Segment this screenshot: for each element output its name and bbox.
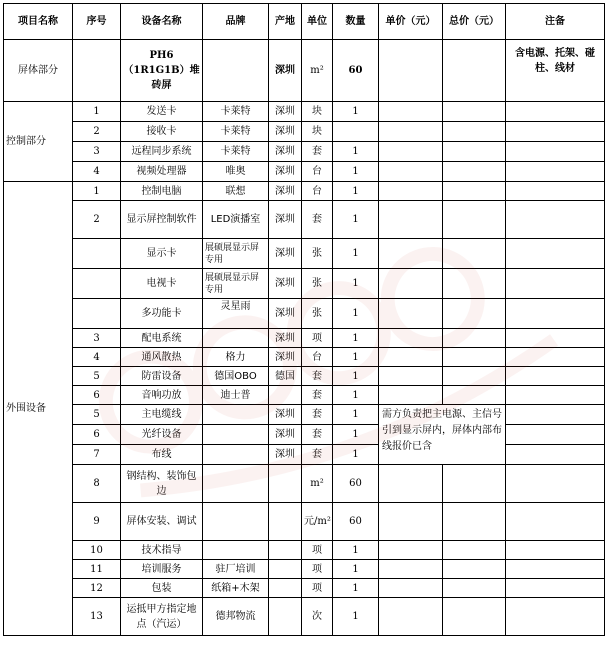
- external-qty: 60: [333, 503, 379, 541]
- control-brand: 卡莱特: [203, 142, 269, 162]
- external-row: [4, 299, 605, 329]
- external-total-price: [443, 201, 506, 239]
- control-unit-price: [379, 162, 443, 182]
- external-unit: 套: [302, 386, 333, 405]
- quotation-sheet: [3, 3, 604, 636]
- external-no: 10: [73, 541, 121, 560]
- external-name: 运抵甲方指定地点（汽运）: [121, 598, 203, 636]
- external-unit-price: [379, 348, 443, 367]
- control-unit: 块: [302, 102, 333, 122]
- external-note: [506, 579, 605, 598]
- external-unit-price: [379, 182, 443, 201]
- external-name: 通风散热: [121, 348, 203, 367]
- control-unit-price: [379, 122, 443, 142]
- header-project: 项目名称: [4, 4, 73, 40]
- external-note: [506, 541, 605, 560]
- control-row: [4, 122, 605, 142]
- external-note: [506, 367, 605, 386]
- control-name: 接收卡: [121, 122, 203, 142]
- external-unit-price: [379, 329, 443, 348]
- control-no: 4: [73, 162, 121, 182]
- control-note: [506, 162, 605, 182]
- control-row: [4, 142, 605, 162]
- screen-qty: 60: [333, 40, 379, 102]
- external-total-price: [443, 239, 506, 269]
- external-name: 多功能卡: [121, 299, 203, 329]
- external-row: [4, 541, 605, 560]
- external-name: 技术指导: [121, 541, 203, 560]
- screen-unit-price: [379, 40, 443, 102]
- external-total-price: [443, 465, 506, 503]
- external-row: [4, 405, 605, 425]
- external-row: [4, 560, 605, 579]
- header-brand: 品牌: [203, 4, 269, 40]
- external-unit: 张: [302, 269, 333, 299]
- external-brand: 纸箱+木架: [203, 579, 269, 598]
- external-no: [73, 299, 121, 329]
- external-unit: 张: [302, 239, 333, 269]
- external-unit: 套: [302, 405, 333, 425]
- control-qty: [333, 122, 379, 142]
- control-note: [506, 142, 605, 162]
- external-note: [506, 348, 605, 367]
- external-total-price: [443, 182, 506, 201]
- external-note: [506, 445, 605, 465]
- external-qty: 1: [333, 329, 379, 348]
- external-unit-price: [379, 560, 443, 579]
- external-row: [4, 386, 605, 405]
- external-brand: 迪士普: [203, 386, 269, 405]
- control-note: [506, 122, 605, 142]
- external-unit-price: [379, 541, 443, 560]
- external-brand: [203, 405, 269, 425]
- control-total-price: [443, 162, 506, 182]
- control-note: [506, 102, 605, 122]
- external-total-price: [443, 367, 506, 386]
- external-brand: [203, 465, 269, 503]
- external-brand: [203, 445, 269, 465]
- control-total-price: [443, 142, 506, 162]
- external-origin: 深圳: [269, 239, 302, 269]
- external-origin: 深圳: [269, 425, 302, 445]
- external-name: 屏体安装、调试: [121, 503, 203, 541]
- external-row: [4, 425, 605, 445]
- external-brand: 灵星雨: [203, 299, 269, 329]
- control-unit: 块: [302, 122, 333, 142]
- external-origin: 深圳: [269, 182, 302, 201]
- control-qty: 1: [333, 142, 379, 162]
- screen-total-price: [443, 40, 506, 102]
- external-brand: [203, 503, 269, 541]
- external-no: 6: [73, 425, 121, 445]
- external-row: [4, 445, 605, 465]
- external-total-price: [443, 579, 506, 598]
- external-no: 2: [73, 201, 121, 239]
- control-qty: 1: [333, 162, 379, 182]
- external-qty: 1: [333, 367, 379, 386]
- external-origin: 深圳: [269, 299, 302, 329]
- external-unit: 项: [302, 541, 333, 560]
- external-unit: 元/m²: [302, 503, 333, 541]
- external-qty: 1: [333, 560, 379, 579]
- control-unit-price: [379, 102, 443, 122]
- external-qty: 1: [333, 299, 379, 329]
- header-origin: 产地: [269, 4, 302, 40]
- external-qty: 1: [333, 541, 379, 560]
- external-brand: 驻厂培训: [203, 560, 269, 579]
- control-project: 控制部分: [4, 102, 73, 182]
- external-qty: 1: [333, 598, 379, 636]
- external-origin: 深圳: [269, 269, 302, 299]
- external-note: [506, 201, 605, 239]
- control-origin: 深圳: [269, 162, 302, 182]
- external-brand: 展硕展显示屏专用: [203, 239, 269, 269]
- external-no: 4: [73, 348, 121, 367]
- external-unit: 项: [302, 579, 333, 598]
- control-row: [4, 162, 605, 182]
- external-unit-price: [379, 503, 443, 541]
- external-unit: 项: [302, 560, 333, 579]
- external-total-price: [443, 386, 506, 405]
- external-name: 布线: [121, 445, 203, 465]
- external-qty: 1: [333, 182, 379, 201]
- header-unit-price: 单价（元）: [379, 4, 443, 40]
- external-unit: 台: [302, 348, 333, 367]
- header-total-price: 总价（元）: [443, 4, 506, 40]
- external-origin: [269, 579, 302, 598]
- control-name: 远程同步系统: [121, 142, 203, 162]
- external-note: [506, 239, 605, 269]
- external-note: [506, 386, 605, 405]
- screen-project: 屏体部分: [4, 40, 73, 102]
- external-unit-price: [379, 201, 443, 239]
- external-note: [506, 405, 605, 425]
- external-unit-price: [379, 299, 443, 329]
- external-origin: [269, 560, 302, 579]
- external-qty: 1: [333, 269, 379, 299]
- external-note: [506, 465, 605, 503]
- control-row: [4, 102, 605, 122]
- screen-row: [4, 40, 605, 102]
- external-no: [73, 239, 121, 269]
- control-no: 1: [73, 102, 121, 122]
- external-unit: 项: [302, 329, 333, 348]
- external-origin: 深圳: [269, 445, 302, 465]
- screen-note: 含电源、托架、碰柱、线材: [506, 40, 605, 102]
- external-unit: 套: [302, 201, 333, 239]
- external-row: [4, 182, 605, 201]
- screen-name: PH6（1R1G1B）堆砖屏: [121, 40, 203, 102]
- external-origin: 深圳: [269, 201, 302, 239]
- external-project: 外围设备: [4, 182, 73, 636]
- external-name: 主电缆线: [121, 405, 203, 425]
- control-unit: 套: [302, 142, 333, 162]
- external-row: [4, 465, 605, 503]
- external-brand: [203, 425, 269, 445]
- external-origin: [269, 503, 302, 541]
- external-qty: 1: [333, 348, 379, 367]
- external-note: [506, 503, 605, 541]
- external-unit-price: [379, 579, 443, 598]
- control-total-price: [443, 122, 506, 142]
- external-unit-price: [379, 367, 443, 386]
- external-row: [4, 579, 605, 598]
- external-brand: 德邦物流: [203, 598, 269, 636]
- external-unit: 套: [302, 367, 333, 386]
- control-brand: 卡莱特: [203, 102, 269, 122]
- external-unit: 套: [302, 445, 333, 465]
- external-brand: 联想: [203, 182, 269, 201]
- external-name: 防雷设备: [121, 367, 203, 386]
- external-origin: [269, 386, 302, 405]
- header-name: 设备名称: [121, 4, 203, 40]
- external-name: 控制电脑: [121, 182, 203, 201]
- external-name: 光纤设备: [121, 425, 203, 445]
- equipment-table: [3, 3, 605, 636]
- external-note: [506, 425, 605, 445]
- control-name: 视频处理器: [121, 162, 203, 182]
- external-qty: 1: [333, 405, 379, 425]
- external-name: 电视卡: [121, 269, 203, 299]
- control-origin: 深圳: [269, 122, 302, 142]
- control-total-price: [443, 102, 506, 122]
- external-name: 显示卡: [121, 239, 203, 269]
- external-row: [4, 269, 605, 299]
- external-qty: 1: [333, 201, 379, 239]
- external-no: 13: [73, 598, 121, 636]
- external-total-price: [443, 269, 506, 299]
- external-qty: 1: [333, 579, 379, 598]
- external-name: 音响功放: [121, 386, 203, 405]
- external-origin: 深圳: [269, 329, 302, 348]
- screen-unit: m²: [302, 40, 333, 102]
- external-unit-price: [379, 269, 443, 299]
- external-brand: 格力: [203, 348, 269, 367]
- external-row: [4, 598, 605, 636]
- external-qty: 60: [333, 465, 379, 503]
- external-origin: 深圳: [269, 348, 302, 367]
- external-unit-price: [379, 386, 443, 405]
- external-name: 显示屏控制软件: [121, 201, 203, 239]
- external-qty: 1: [333, 425, 379, 445]
- external-unit: 套: [302, 425, 333, 445]
- external-total-price: [443, 560, 506, 579]
- external-unit-price: [379, 465, 443, 503]
- external-no: 9: [73, 503, 121, 541]
- external-unit-price: [379, 239, 443, 269]
- external-row: [4, 201, 605, 239]
- external-name: 钢结构、装饰包边: [121, 465, 203, 503]
- control-brand: 唯奥: [203, 162, 269, 182]
- control-brand: 卡莱特: [203, 122, 269, 142]
- control-unit-price: [379, 142, 443, 162]
- external-brand: LED演播室: [203, 201, 269, 239]
- screen-origin: 深圳: [269, 40, 302, 102]
- external-brand: 德国OBO: [203, 367, 269, 386]
- external-unit: m²: [302, 465, 333, 503]
- external-no: 8: [73, 465, 121, 503]
- control-no: 2: [73, 122, 121, 142]
- external-no: 12: [73, 579, 121, 598]
- control-no: 3: [73, 142, 121, 162]
- external-note: [506, 299, 605, 329]
- external-qty: 1: [333, 386, 379, 405]
- external-total-price: [443, 329, 506, 348]
- external-origin: 深圳: [269, 405, 302, 425]
- header-qty: 数量: [333, 4, 379, 40]
- external-brand: 展硕展显示屏专用: [203, 269, 269, 299]
- external-brand: [203, 329, 269, 348]
- external-no: 3: [73, 329, 121, 348]
- screen-no: [73, 40, 121, 102]
- external-total-price: [443, 299, 506, 329]
- external-no: 6: [73, 386, 121, 405]
- external-note: [506, 182, 605, 201]
- control-origin: 深圳: [269, 102, 302, 122]
- control-origin: 深圳: [269, 142, 302, 162]
- external-no: 5: [73, 405, 121, 425]
- external-qty: 1: [333, 445, 379, 465]
- external-unit: 次: [302, 598, 333, 636]
- external-unit: 台: [302, 182, 333, 201]
- external-qty: 1: [333, 239, 379, 269]
- header-no: 序号: [73, 4, 121, 40]
- control-unit: 台: [302, 162, 333, 182]
- external-note: [506, 329, 605, 348]
- external-total-price: [443, 598, 506, 636]
- external-no: 1: [73, 182, 121, 201]
- external-note: [506, 598, 605, 636]
- external-unit-price: [379, 598, 443, 636]
- external-total-price: [443, 503, 506, 541]
- external-origin: [269, 598, 302, 636]
- external-note: [506, 269, 605, 299]
- header-row: [4, 4, 605, 40]
- external-origin: [269, 541, 302, 560]
- external-total-price: [443, 348, 506, 367]
- control-qty: 1: [333, 102, 379, 122]
- external-name: 包装: [121, 579, 203, 598]
- external-unit: 张: [302, 299, 333, 329]
- external-name: 培训服务: [121, 560, 203, 579]
- external-row: [4, 503, 605, 541]
- external-origin: 德国: [269, 367, 302, 386]
- external-row: [4, 329, 605, 348]
- external-no: 7: [73, 445, 121, 465]
- external-row: [4, 367, 605, 386]
- external-row: [4, 348, 605, 367]
- screen-brand: [203, 40, 269, 102]
- external-row: [4, 239, 605, 269]
- external-origin: [269, 465, 302, 503]
- external-no: [73, 269, 121, 299]
- header-note: 注备: [506, 4, 605, 40]
- header-unit: 单位: [302, 4, 333, 40]
- external-total-price: [443, 541, 506, 560]
- external-brand: [203, 541, 269, 560]
- external-no: 5: [73, 367, 121, 386]
- external-note: [506, 560, 605, 579]
- control-name: 发送卡: [121, 102, 203, 122]
- external-no: 11: [73, 560, 121, 579]
- cable-note: 需方负责把主电源、主信号引到显示屏内，屏体内部布线报价已含: [379, 405, 506, 465]
- external-name: 配电系统: [121, 329, 203, 348]
